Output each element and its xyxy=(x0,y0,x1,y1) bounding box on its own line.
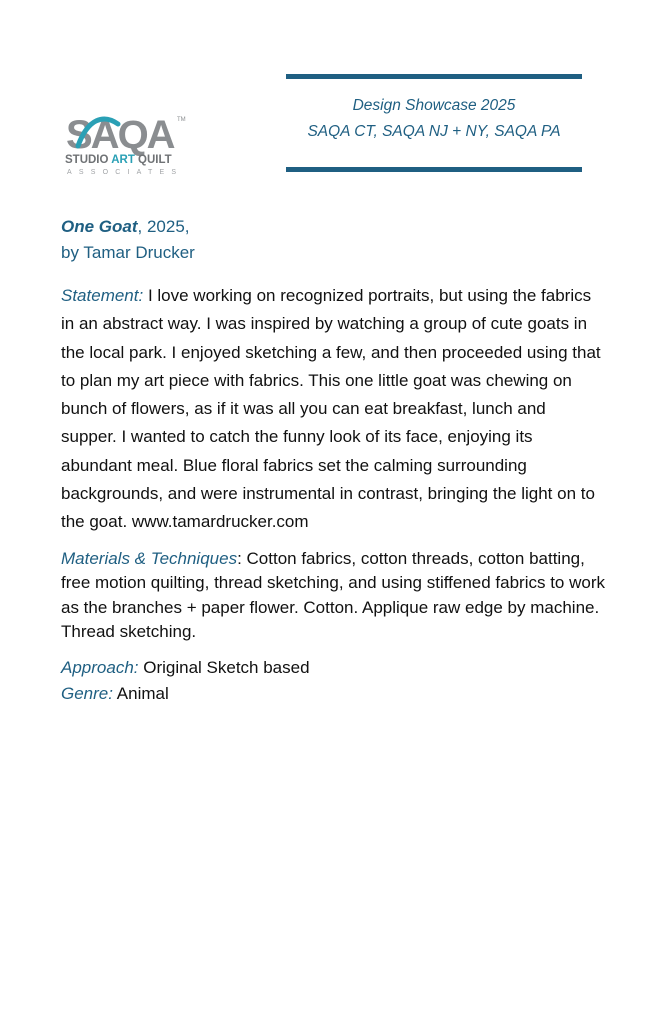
approach-line xyxy=(61,655,606,681)
artwork-details xyxy=(61,214,606,706)
artwork-year: , 2025, xyxy=(137,217,190,236)
showcase-regions: SAQA CT, SAQA NJ + NY, SAQA PA xyxy=(307,123,561,140)
approach-genre-block xyxy=(61,655,606,706)
logo-mark: SAQA xyxy=(66,113,174,157)
genre-text: Animal xyxy=(112,683,169,703)
genre-label: Genre: xyxy=(61,683,113,703)
artist-byline: by Tamar Drucker xyxy=(61,243,195,262)
showcase-header xyxy=(286,74,582,172)
saqa-logo-graphic xyxy=(64,112,194,178)
logo-line1-c: QUILT xyxy=(134,154,172,166)
artwork-title: One Goat xyxy=(61,217,138,236)
showcase-title: Design Showcase 2025 xyxy=(352,97,516,114)
logo-line1-a: STUDIO xyxy=(65,154,112,166)
statement-paragraph xyxy=(61,282,606,537)
saqa-logo xyxy=(64,112,194,178)
genre-line xyxy=(61,681,606,707)
materials-label: Materials & Techniques xyxy=(61,548,238,568)
statement-label: Statement: xyxy=(61,286,144,305)
logo-line1 xyxy=(65,154,172,166)
approach-text: Original Sketch based xyxy=(138,658,310,678)
materials-text: : Cotton fabrics, cotton threads, cotton batting, free motion quilting, thread sketching, and using stiffened fabrics to work as the branches + paper flower. Cotton. Applique raw edge by machine. Thread sketching. xyxy=(61,548,605,642)
logo-line2: ASSOCIATES xyxy=(67,169,184,176)
materials-paragraph xyxy=(61,547,606,645)
header-bottom-rule xyxy=(286,167,582,172)
logo-trademark: TM xyxy=(177,117,186,123)
approach-label: Approach: xyxy=(61,658,139,678)
logo-line1-b: ART xyxy=(111,154,135,166)
artwork-title-line xyxy=(61,214,606,240)
statement-text: I love working on recognized portraits, but using the fabrics in an abstract way. I was inspired by watching a group of cute goats in the local park. I enjoyed sketching a few, and then proceeded using that to plan my art piece with fabrics. This one little goat was chewing on bunch of flowers, as if it was all you can eat breakfast, lunch and supper. I wanted to catch the funny look of its face, enjoying its abundant meal. Blue floral fabrics set the calming surrounding backgrounds, and were instrumental in contrast, bringing the light on to the goat. www.tamardrucker.com xyxy=(61,286,601,532)
header-top-rule xyxy=(286,74,582,79)
